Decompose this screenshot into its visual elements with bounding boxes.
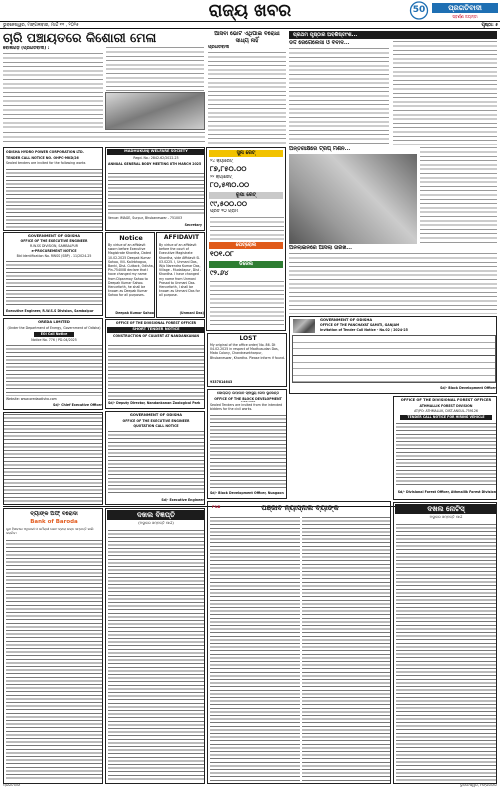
ad-notice	[105, 232, 155, 318]
diesel-label: ଡିଜେଲ	[209, 261, 283, 268]
ad-oreda-eoi: EOI Call Notice	[34, 332, 74, 337]
ad-tender-lower-left	[3, 412, 103, 505]
feature-body3	[420, 146, 497, 244]
ad-panch-office: OFFICE OF THE PANCHAYAT SAMITI, GANJAM	[320, 323, 400, 327]
lead-photo	[105, 92, 205, 130]
ad-nsdc-office: OFFICE OF THE EXECUTIVE ENGINEER	[122, 419, 190, 423]
ad-dfo-place: AT/PO: ATHMALLIK, DIST-ANGUL-759126	[414, 409, 478, 413]
ad-bank-title: ବ୍ୟାଙ୍କ ଅଫ୍ ବରୋଦା	[30, 511, 78, 517]
ad-bank-lines	[6, 539, 102, 781]
ad-ghat-sign: Sd/- Block Development Officer, Nuagaon	[210, 491, 284, 495]
ad-odisha-hydro-body	[6, 168, 102, 230]
ad-lost-title: LOST	[239, 335, 257, 342]
gold-24k-rate: ୮୭,୮୫୦.୦୦	[210, 165, 247, 173]
feature-photo	[289, 154, 417, 244]
feature-header: ପ୍ରଥମ ପୃଷ୍ଠାର ଅବଶିଷ୍ଟାଂଶ...	[289, 31, 497, 39]
ad-dakhal-lines	[108, 529, 204, 781]
petrol-rate: ୧୦୧.୦୮	[210, 250, 234, 258]
side-headline: ଆସିବା ଭୋଟ ଏଥିପାଇଁ ବିରୋଧୀ ସାଧ୍ୟ ନାହିଁ	[214, 31, 280, 44]
ad-rws-tender: e-PROCUREMENT NOTICE	[31, 249, 77, 253]
ad-oreda-sub: (Under the Department of Energy, Government of Odisha)	[7, 326, 101, 330]
govt-emblem	[293, 319, 315, 333]
side-dateline: ପ୍ରଗତିବାଦୀ	[208, 45, 230, 50]
ad-short-body	[108, 344, 204, 400]
ad-dakhal	[105, 508, 205, 784]
ad-dakhal2-title: ଦଖଲ ନୋଟିସ୍	[395, 504, 497, 514]
ad-notice-title: Notice	[119, 234, 143, 242]
ad-dakhal2	[393, 502, 497, 784]
jubilee-logo	[408, 1, 430, 20]
ad-dfo-body	[396, 422, 496, 488]
gold-22k-rate: ୮୦,୫୩୦.୦୦	[210, 181, 250, 189]
rate-unit: ପ୍ରତି ୧୦ ଗ୍ରାମ	[210, 209, 239, 214]
section-title: ରାଜ୍ୟ ଖବର	[208, 1, 292, 21]
ad-dfo-sign: Sd/- Divisional Forest Officer, Athmallik Forest Division	[397, 490, 496, 494]
diesel-rate: ୯୨.୬୪	[210, 269, 229, 277]
ad-dfo-title: OFFICE OF THE DIVISIONAL FOREST OFFICER	[400, 398, 492, 402]
page-number: ପୃଷ୍ଠା: ୫	[481, 23, 498, 28]
ad-notice-sign: Deepak Kumar Sahoo	[115, 311, 154, 315]
ad-rws-title: GOVERNMENT OF ODISHA	[27, 234, 81, 238]
lead-headline: ଚାରି ପଞ୍ଚାୟତରେ କିଶୋରୀ ମେଳା	[3, 30, 157, 45]
masthead	[0, 0, 500, 22]
ad-odisha-hydro	[3, 147, 103, 231]
ad-panchayat	[289, 316, 497, 394]
ad-ghat-sub: OFFICE OF THE BLOCK DEVELOPMENT	[214, 397, 282, 401]
date-strip	[0, 22, 500, 29]
ad-pnb-lines1	[210, 516, 300, 781]
silver-rate: ୯୯,୫୦୦.୦୦	[210, 200, 247, 208]
ad-dfo	[393, 396, 497, 500]
ad-bank-brand: Bank of Baroda	[30, 519, 78, 525]
feature-body2	[393, 40, 497, 145]
ad-dakhal-title: ଦଖଲ ବିଜ୍ଞପ୍ତି	[107, 510, 205, 520]
ad-rws-office: OFFICE OF THE EXECUTIVE ENGINEER	[20, 239, 88, 243]
ad-madhukunj-sign: Secretary	[184, 223, 202, 227]
ad-ghat-lines	[210, 414, 286, 490]
feature-body5	[368, 252, 428, 314]
ad-dakhal2-sub: ଅସ୍ଥାବର ସମ୍ପତ୍ତି ପାଇଁ	[429, 515, 463, 519]
feature-sub3: ଅନଲାଇନରେ ଆସିଲା ତାରିଖ...	[289, 245, 353, 251]
ad-dakhal-sub: (ଅସ୍ଥାବର ସମ୍ପତ୍ତି ପାଇଁ)	[138, 521, 174, 525]
ad-affidavit-body: By virtue of an affidavit before the court of Executive Magistrate Khordha, vide Affidavit Sl. 03.0225. I, Unmani Das, W/o Narendra Kumar Das, Village - Mudaliapur, Dist - Khordha. I have changed my name from Unmani Prasad to Unmani Das. Henceforth, I shall be known as Unmani Das for all purpose.	[159, 243, 202, 298]
gold-22k-label: ୨୨ କ୍ୟାରେଟ୍	[210, 175, 233, 180]
issue-date: ଭୁବନେଶ୍ୱର, ମଙ୍ଗଳବାର, ମାର୍ଚ୍ଚ ୧୧ , ୨୦୨୫	[3, 23, 79, 28]
ad-odisha-hydro-sub: TENDER CALL NOTICE NO. OHPC-MKD/26	[6, 156, 79, 160]
lead-body-col3	[3, 104, 103, 130]
ad-short-office: OFFICE OF THE DIVISIONAL FOREST OFFICER	[115, 321, 197, 325]
ad-dfo-div: ATHMALLIK FOREST DIVISION	[419, 404, 473, 408]
ad-panch-sign: Sd/- Block Development Officer	[440, 386, 496, 390]
ad-ghat-body: Sealed Tenders are invited from the intended bidders for the civil works.	[210, 403, 283, 412]
gold-24k-label: ୨୪ କ୍ୟାରେଟ୍	[210, 159, 233, 164]
ad-short-name: CONSTRUCTION OF CULVERT AT NANDANKANAN	[113, 334, 199, 338]
gold-rate-label: ସୁନା ରେଟ୍	[209, 150, 283, 157]
ad-rws-bid: Bid Identification No. RWSS (SBP) - 11/2024-25	[16, 254, 92, 258]
ad-oreda-body	[6, 344, 102, 396]
ad-oreda-sign: Sd/- Chief Executive Officer	[53, 403, 102, 407]
ad-short-title: SHORT TENDER NOTICE	[107, 327, 205, 333]
footer-left: ପ୍ରଗତିବାଦୀ	[3, 783, 21, 787]
ad-lost-phone: 9337814643	[210, 380, 233, 384]
ad-odisha-hydro-note: Sealed tenders are invited for the following works	[6, 161, 86, 165]
ad-madhukunj-agm: ANNUAL GENERAL BODY MEETING 8TH MARCH 2025	[108, 162, 202, 166]
ad-affidavit-sign: (Unmani Das)	[179, 311, 204, 315]
ad-short-sign: Sd/- Deputy Director, Nandankanan Zoological Park	[108, 401, 201, 405]
ad-nsdc-notice: QUOTATION CALL NOTICE	[133, 424, 179, 428]
ad-nsdc	[105, 411, 205, 505]
ad-ghat-title: କୋଲାଗଡ଼ ଉପାଦାନ ସ୍ଵାସ୍ଥ୍ୟ ସେବା ଭୂକେଣ୍ଡ	[216, 391, 280, 395]
ad-dakhal2-lines	[396, 523, 496, 781]
side-body	[208, 51, 286, 145]
ad-madhukunj-regd: Regd. No.: 2842-62/2022-23	[133, 156, 179, 160]
rates-notes2	[210, 280, 284, 328]
ad-panch-title: GOVERNMENT OF ODISHA	[320, 318, 373, 322]
ad-odisha-hydro-title: ODISHA HYDRO POWER CORPORATION LTD.	[6, 150, 84, 154]
ad-affidavit	[156, 232, 205, 318]
footer-right: ଭୁବନେଶ୍ୱର, ମଙ୍ଗଳବାର	[460, 783, 497, 787]
ad-dfo-tender: TENDER CALL NOTICE FOR HIRING VEHICLE	[400, 415, 492, 420]
ad-affidavit-title: AFFIDAVIT	[163, 234, 200, 241]
ad-bank-body: ଗୁଣ ହିସାବରେ ଅଧିକାରୀ ଓ କର୍ମଚାରୀ ଭୋଟ ଦ୍ବାରା ଉକ୍ତ ସମ୍ପତ୍ତି ଖାଲି କରାଯିବ।	[6, 527, 94, 536]
ad-rws-div: R.W.SS DIVISION, SAMBALPUR	[30, 244, 78, 248]
ad-nsdc-body	[108, 430, 204, 496]
ad-rws-sign: Executive Engineer, R.W.S.S Division, Sambalpur	[6, 309, 94, 313]
feature-body1	[289, 47, 389, 145]
ad-ghatgaon	[207, 389, 287, 499]
feature-sub1: ଡର୍ଦ୍ଦ ରେଗେଲେସା ଓ ବିବାଦ...	[289, 40, 350, 46]
feature-sub2: ଅନ୍ତରୀକ୍ଷରେ ଟ୍ରିପ୍ ମିଶନ...	[289, 146, 351, 152]
ad-govt-rws	[3, 232, 103, 316]
ad-madhukunj-venue: Venue: IMAGE, Surpur, Bhubaneswar - 751003	[108, 216, 183, 220]
ad-notice-body: By virtue of an affidavit sworn before Executive Magistrate Khordha, Dated 10.02.2025 Deepak Kumar Sahoo, Vill- Kalirbhagua, Banki, Dist- Cuttack, Odisha, Pin-754008 declare that I have changed my name from Dipanmoy Sahoo to Deepak Kumar Sahoo. Henceforth, he shall be known as Deepak Kumar Sahoo for all purposes.	[108, 243, 154, 298]
rates-box	[206, 147, 286, 331]
ad-oreda-web: Website: www.oredaodisha.com	[6, 397, 57, 401]
lead-dateline: ବୋଲଗଡ଼ (ପ୍ରଗତିବାଦୀ) :	[3, 46, 50, 51]
jubilee-number: 50	[412, 5, 426, 15]
ad-panch-notice: Invitation of Tender Call Notice - No.02 / 2024-25	[320, 328, 408, 332]
ad-pnb-lines2	[302, 516, 390, 781]
ad-bank-baroda	[3, 508, 103, 784]
ad-oreda-no: Notice No. 776 / PD-04/2025	[31, 338, 77, 342]
lead-body-col2	[106, 46, 204, 92]
ad-madhukunj	[105, 147, 205, 231]
lead-body-wide	[3, 131, 205, 144]
ad-madhukunj-title: MADHUKUNJ WELFARE SOCIETY	[107, 149, 205, 155]
petrol-label: ପେଟ୍ରୋଲ	[209, 242, 283, 249]
ad-pnb-brand: PNB	[212, 505, 221, 509]
ad-nsdc-sign: Sd/- Executive Engineer	[161, 498, 204, 502]
ad-lost-body: My original of the office order/ No. 86. Dt 04.02.2025 in respect of Madhusudan Das, Mata Colony, Chandrasekharpur, Bhubaneswar, Khordha. Please inform if found.	[210, 343, 285, 360]
ad-rws-body	[6, 260, 102, 307]
silver-rate-label: ରୂପା ରେଟ୍	[209, 192, 283, 199]
lead-body-col1	[3, 52, 103, 102]
ad-oreda	[3, 318, 103, 410]
brand-tagline: ସ୍ବର୍ଣ୍ଣ ଜୟନ୍ତୀ	[452, 14, 478, 19]
ad-pnb	[207, 501, 391, 784]
ad-lost	[207, 333, 287, 387]
ad-madhukunj-body	[108, 172, 204, 214]
rates-notes	[210, 216, 284, 240]
ad-short-tender	[105, 319, 205, 409]
ad-nsdc-title: GOVERNMENT OF ODISHA	[129, 413, 183, 417]
ad-panch-table	[292, 335, 496, 383]
ad-pnb-title: ପଞ୍ଜାବ ନ୍ୟାସ୍ନାଲ ବ୍ୟାଙ୍କ	[261, 504, 339, 512]
ad-oreda-title: OREDA LIMITED	[38, 320, 70, 324]
brand-name: ପ୍ରଗତିବାଦୀ	[432, 3, 498, 13]
